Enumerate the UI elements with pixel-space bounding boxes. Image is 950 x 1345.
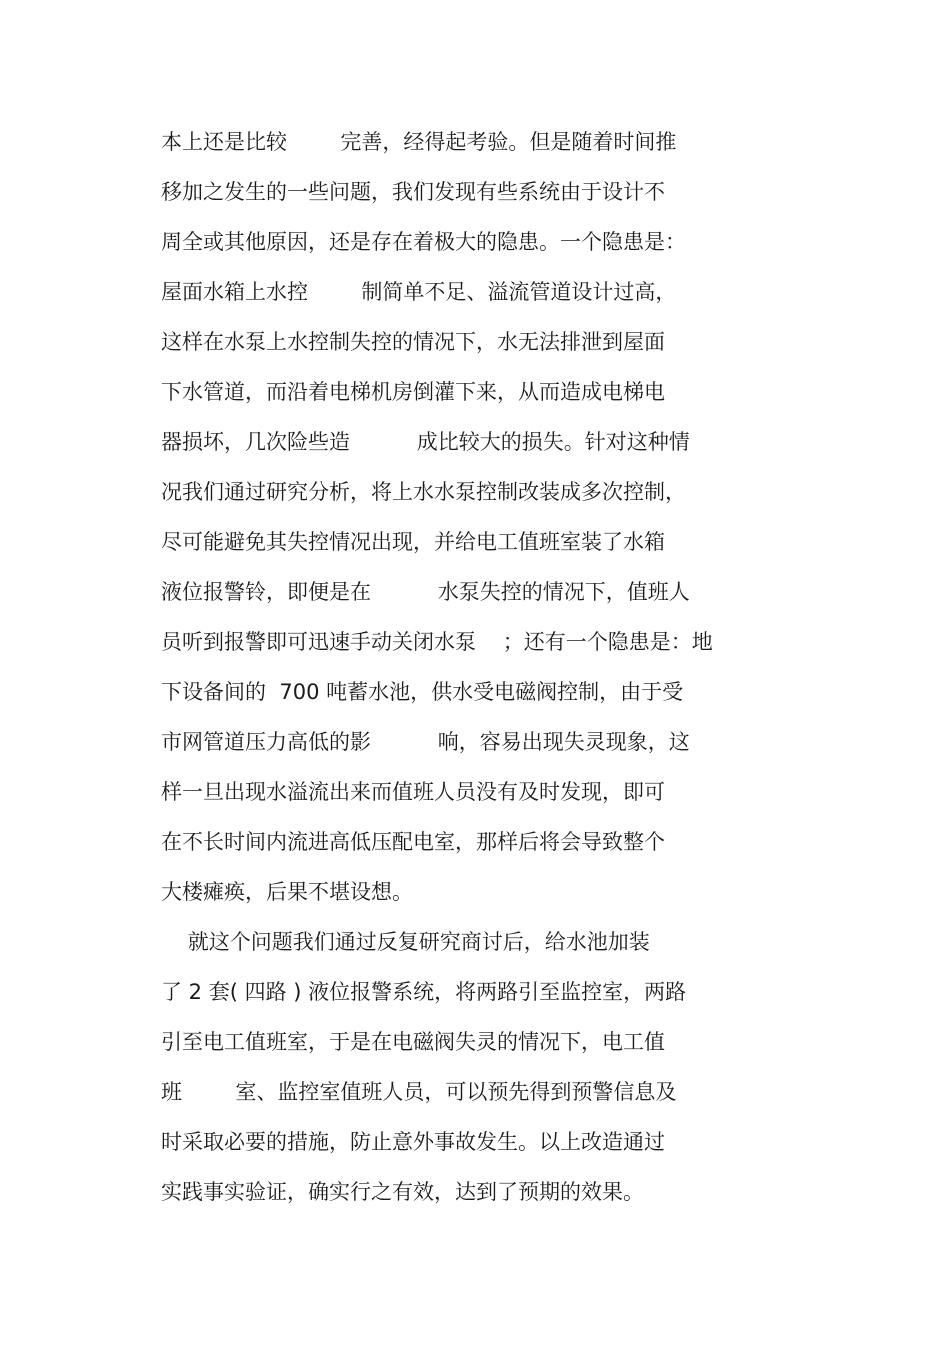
paragraph-line: 这样在水泵上水控制失控的情况下，水无法排泄到屋面 xyxy=(161,330,665,354)
paragraph-line: 况我们通过研究分析，将上水水泵控制改装成多次控制， xyxy=(161,480,686,504)
paragraph-line: 周全或其他原因，还是存在着极大的隐患。一个隐患是： xyxy=(161,230,686,254)
paragraph-line: 时采取必要的措施，防止意外事故发生。以上改造通过 xyxy=(161,1130,665,1154)
paragraph-line: 屋面水箱上水控 制简单不足、溢流管道设计过高， xyxy=(161,280,677,304)
paragraph-line: 班 室、监控室值班人员，可以预先得到预警信息及 xyxy=(161,1080,677,1104)
paragraph-line: 在不长时间内流进高低压配电室，那样后将会导致整个 xyxy=(161,830,665,854)
paragraph-line: 就这个问题我们通过反复研究商讨后，给水池加装 xyxy=(161,930,650,954)
paragraph-line: 实践事实验证，确实行之有效，达到了预期的效果。 xyxy=(161,1180,644,1204)
paragraph-line: 引至电工值班室，于是在电磁阀失灵的情况下，电工值 xyxy=(161,1030,665,1054)
paragraph-line: 市网管道压力高低的影 响，容易出现失灵现象，这 xyxy=(161,730,690,754)
paragraph-line: 了 2 套( 四路 ) 液位报警系统，将两路引至监控室，两路 xyxy=(161,980,687,1004)
paragraph-line: 器损坏，几次险些造 成比较大的损失。针对这种情 xyxy=(161,430,690,454)
paragraph-line: 下设备间的 700 吨蓄水池，供水受电磁阀控制，由于受 xyxy=(161,680,684,704)
paragraph-line: 员听到报警即可迅速手动关闭水泵 ；还有一个隐患是：地 xyxy=(161,630,713,654)
paragraph-line: 下水管道，而沿着电梯机房倒灌下来，从而造成电梯电 xyxy=(161,380,665,404)
paragraph-line: 尽可能避免其失控情况出现，并给电工值班室装了水箱 xyxy=(161,530,665,554)
paragraph-line: 样一旦出现水溢流出来而值班人员没有及时发现，即可 xyxy=(161,780,665,804)
paragraph-line: 本上还是比较 完善，经得起考验。但是随着时间推 xyxy=(161,130,677,154)
paragraph-line: 移加之发生的一些问题，我们发现有些系统由于设计不 xyxy=(161,180,665,204)
paragraph-line: 大楼瘫痪，后果不堪设想。 xyxy=(161,880,413,904)
paragraph-line: 液位报警铃，即便是在 水泵失控的情况下，值班人 xyxy=(161,580,690,604)
